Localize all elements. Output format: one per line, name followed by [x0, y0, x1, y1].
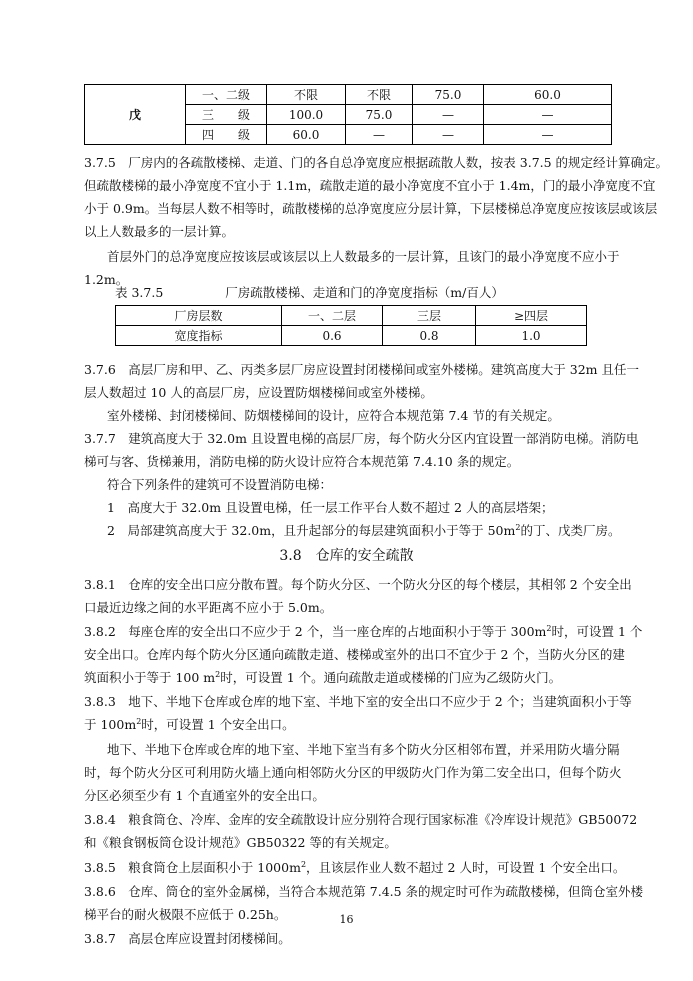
table-header-cell: 一、二层	[282, 306, 383, 326]
table-cell: —	[484, 125, 612, 145]
table-caption-title: 厂房疏散楼梯、走道和门的净宽度指标（m/百人）	[225, 285, 504, 300]
table-cell: 一、二级	[186, 85, 267, 105]
table-caption	[115, 281, 642, 304]
list-item: 1 高度大于 32.0m 且设置电梯，任一层工作平台人数不超过 2 人的高层塔架；	[107, 500, 554, 515]
table-cell: 宽度指标	[116, 326, 282, 346]
paragraph-line: 但疏散楼梯的最小净宽度不宜小于 1.1m，疏散走道的最小净宽度不宜小于 1.4m，门的最小净宽度不宜	[84, 178, 656, 193]
paragraph-line: 于 $100m^2$时，可设置 1 个安全出口。	[84, 716, 295, 732]
paragraph-line: 小于 0.9m。当每层人数不相等时，疏散楼梯的总净宽度应分层计算，下层楼梯总净宽度应按该层或该层	[84, 201, 658, 216]
table-cell: 75.0	[413, 85, 484, 105]
table-cell: 60.0	[267, 125, 346, 145]
table-cell: 100.0	[267, 105, 346, 125]
table-cell: 0.8	[383, 326, 476, 346]
table-cell: 三 级	[186, 105, 267, 125]
section-title: 3.8 仓库的安全疏散	[279, 548, 414, 564]
table-cell: 1.0	[476, 326, 587, 346]
paragraph-line: 和《粮食钢板筒仓设计规范》GB50322 等的有关规定。	[84, 835, 397, 850]
paragraph-line: 3.8.1 仓库的安全出口应分散布置。每个防火分区、一个防火分区的每个楼层，其相邻 2 个安全出	[84, 577, 632, 592]
table-header-cell: 三层	[383, 306, 476, 326]
paragraph-line: 以上人数最多的一层计算。	[84, 224, 235, 239]
paragraph-line: 首层外门的总净宽度应按该层或该层以上人数最多的一层计算，且该门的最小净宽度不应小于	[107, 249, 620, 264]
table-header-cell: ≥四层	[476, 306, 587, 326]
paragraph-line: 3.8.6 仓库、筒仓的室外金属梯，当符合本规范第 7.4.5 条的规定时可作为疏散楼梯，但筒仓室外楼	[84, 884, 644, 899]
paragraph-line: 3.8.7 高层仓库应设置封闭楼梯间。	[84, 931, 291, 946]
table-cell: —	[413, 105, 484, 125]
table-cell: 75.0	[346, 105, 413, 125]
paragraph-line: 层人数超过 10 人的高层厂房，应设置防烟楼梯间或室外楼梯。	[84, 385, 433, 400]
paragraph-line: 口最近边缘之间的水平距离不应小于 5.0m。	[84, 600, 333, 615]
table-caption-number: 表 3.7.5	[115, 285, 164, 300]
table-header-cell: 厂房层数	[116, 306, 282, 326]
paragraph-line: 3.8.2 每座仓库的安全出口不应少于 2 个，当一座仓库的占地面积小于等于 $300m^2$时，可设置 1 个	[84, 623, 643, 639]
table-cell: 不限	[346, 85, 413, 105]
paragraph-line: 3.8.3 地下、半地下仓库或仓库的地下室、半地下室的安全出口不应少于 2 个；当建筑面积小于等	[84, 694, 632, 709]
list-item: 2 局部建筑高度大于 32.0m，且升起部分的每层建筑面积小于等于 $50m^2$的丁、戊类厂房。	[107, 522, 621, 538]
table-cell: 不限	[267, 85, 346, 105]
table-cell: 0.6	[282, 326, 383, 346]
table-cell: —	[484, 105, 612, 125]
paragraph-line: 符合下列条件的建筑可不设置消防电梯：	[107, 477, 333, 492]
table-cell: —	[413, 125, 484, 145]
table-row	[85, 85, 612, 105]
paragraph-line: 1.2m。	[84, 272, 129, 287]
fire-compartment-table-fragment	[84, 84, 612, 145]
table-cell: —	[346, 125, 413, 145]
paragraph-line: 室外楼梯、封闭楼梯间、防烟楼梯间的设计，应符合本规范第 7.4 节的有关规定。	[107, 408, 560, 423]
paragraph-line: 3.8.4 粮食筒仓、冷库、金库的安全疏散设计应分别符合现行国家标准《冷库设计规范》GB50072	[84, 812, 638, 827]
paragraph-line: 3.7.6 高层厂房和甲、乙、丙类多层厂房应设置封闭楼梯间或室外楼梯。建筑高度大于 32m 且任一	[84, 362, 640, 377]
paragraph-line: 筑面积小于等于 100 $m^2$时，可设置 1 个。通向疏散走道或楼梯的门应为乙级防火门。	[84, 669, 562, 685]
table-cell: 60.0	[484, 85, 612, 105]
table-header-row	[116, 306, 587, 326]
paragraph-line: 梯平台的耐火极限不应低于 0.25h。	[84, 907, 287, 922]
page-number: 16	[339, 913, 354, 926]
paragraph-line: 3.7.7 建筑高度大于 32.0m 且设置电梯的高层厂房，每个防火分区内宜设置一部消防电梯。消防电	[84, 431, 639, 446]
paragraph-line: 时，每个防火分区可利用防火墙上通向相邻防火分区的甲级防火门作为第二安全出口，但每个防火	[84, 765, 622, 780]
paragraph-line: 安全出口。仓库内每个防火分区通向疏散走道、楼梯或室外的出口不宜少于 2 个，当防火分区的建	[84, 647, 625, 662]
paragraph-line: 3.8.5 粮食筒仓上层面积小于 $1000m^2$，且该层作业人数不超过 2 人时，可设置 1 个安全出口。	[84, 859, 626, 875]
table-cell: 戊	[85, 85, 186, 145]
paragraph-line: 地下、半地下仓库或仓库的地下室、半地下室当有多个防火分区相邻布置，并采用防火墙分隔	[107, 742, 620, 757]
paragraph-line: 分区必须至少有 1 个直通室外的安全出口。	[84, 788, 325, 803]
table-row	[116, 326, 587, 346]
width-index-table	[115, 305, 587, 346]
paragraph-line: 3.7.5 厂房内的各疏散楼梯、走道、门的各自总净宽度应根据疏散人数，按表 3.7.5 的规定经计算确定。	[84, 155, 669, 170]
table-cell: 四 级	[186, 125, 267, 145]
paragraph-line: 梯可与客、货梯兼用，消防电梯的防火设计应符合本规范第 7.4.10 条的规定。	[84, 454, 520, 469]
